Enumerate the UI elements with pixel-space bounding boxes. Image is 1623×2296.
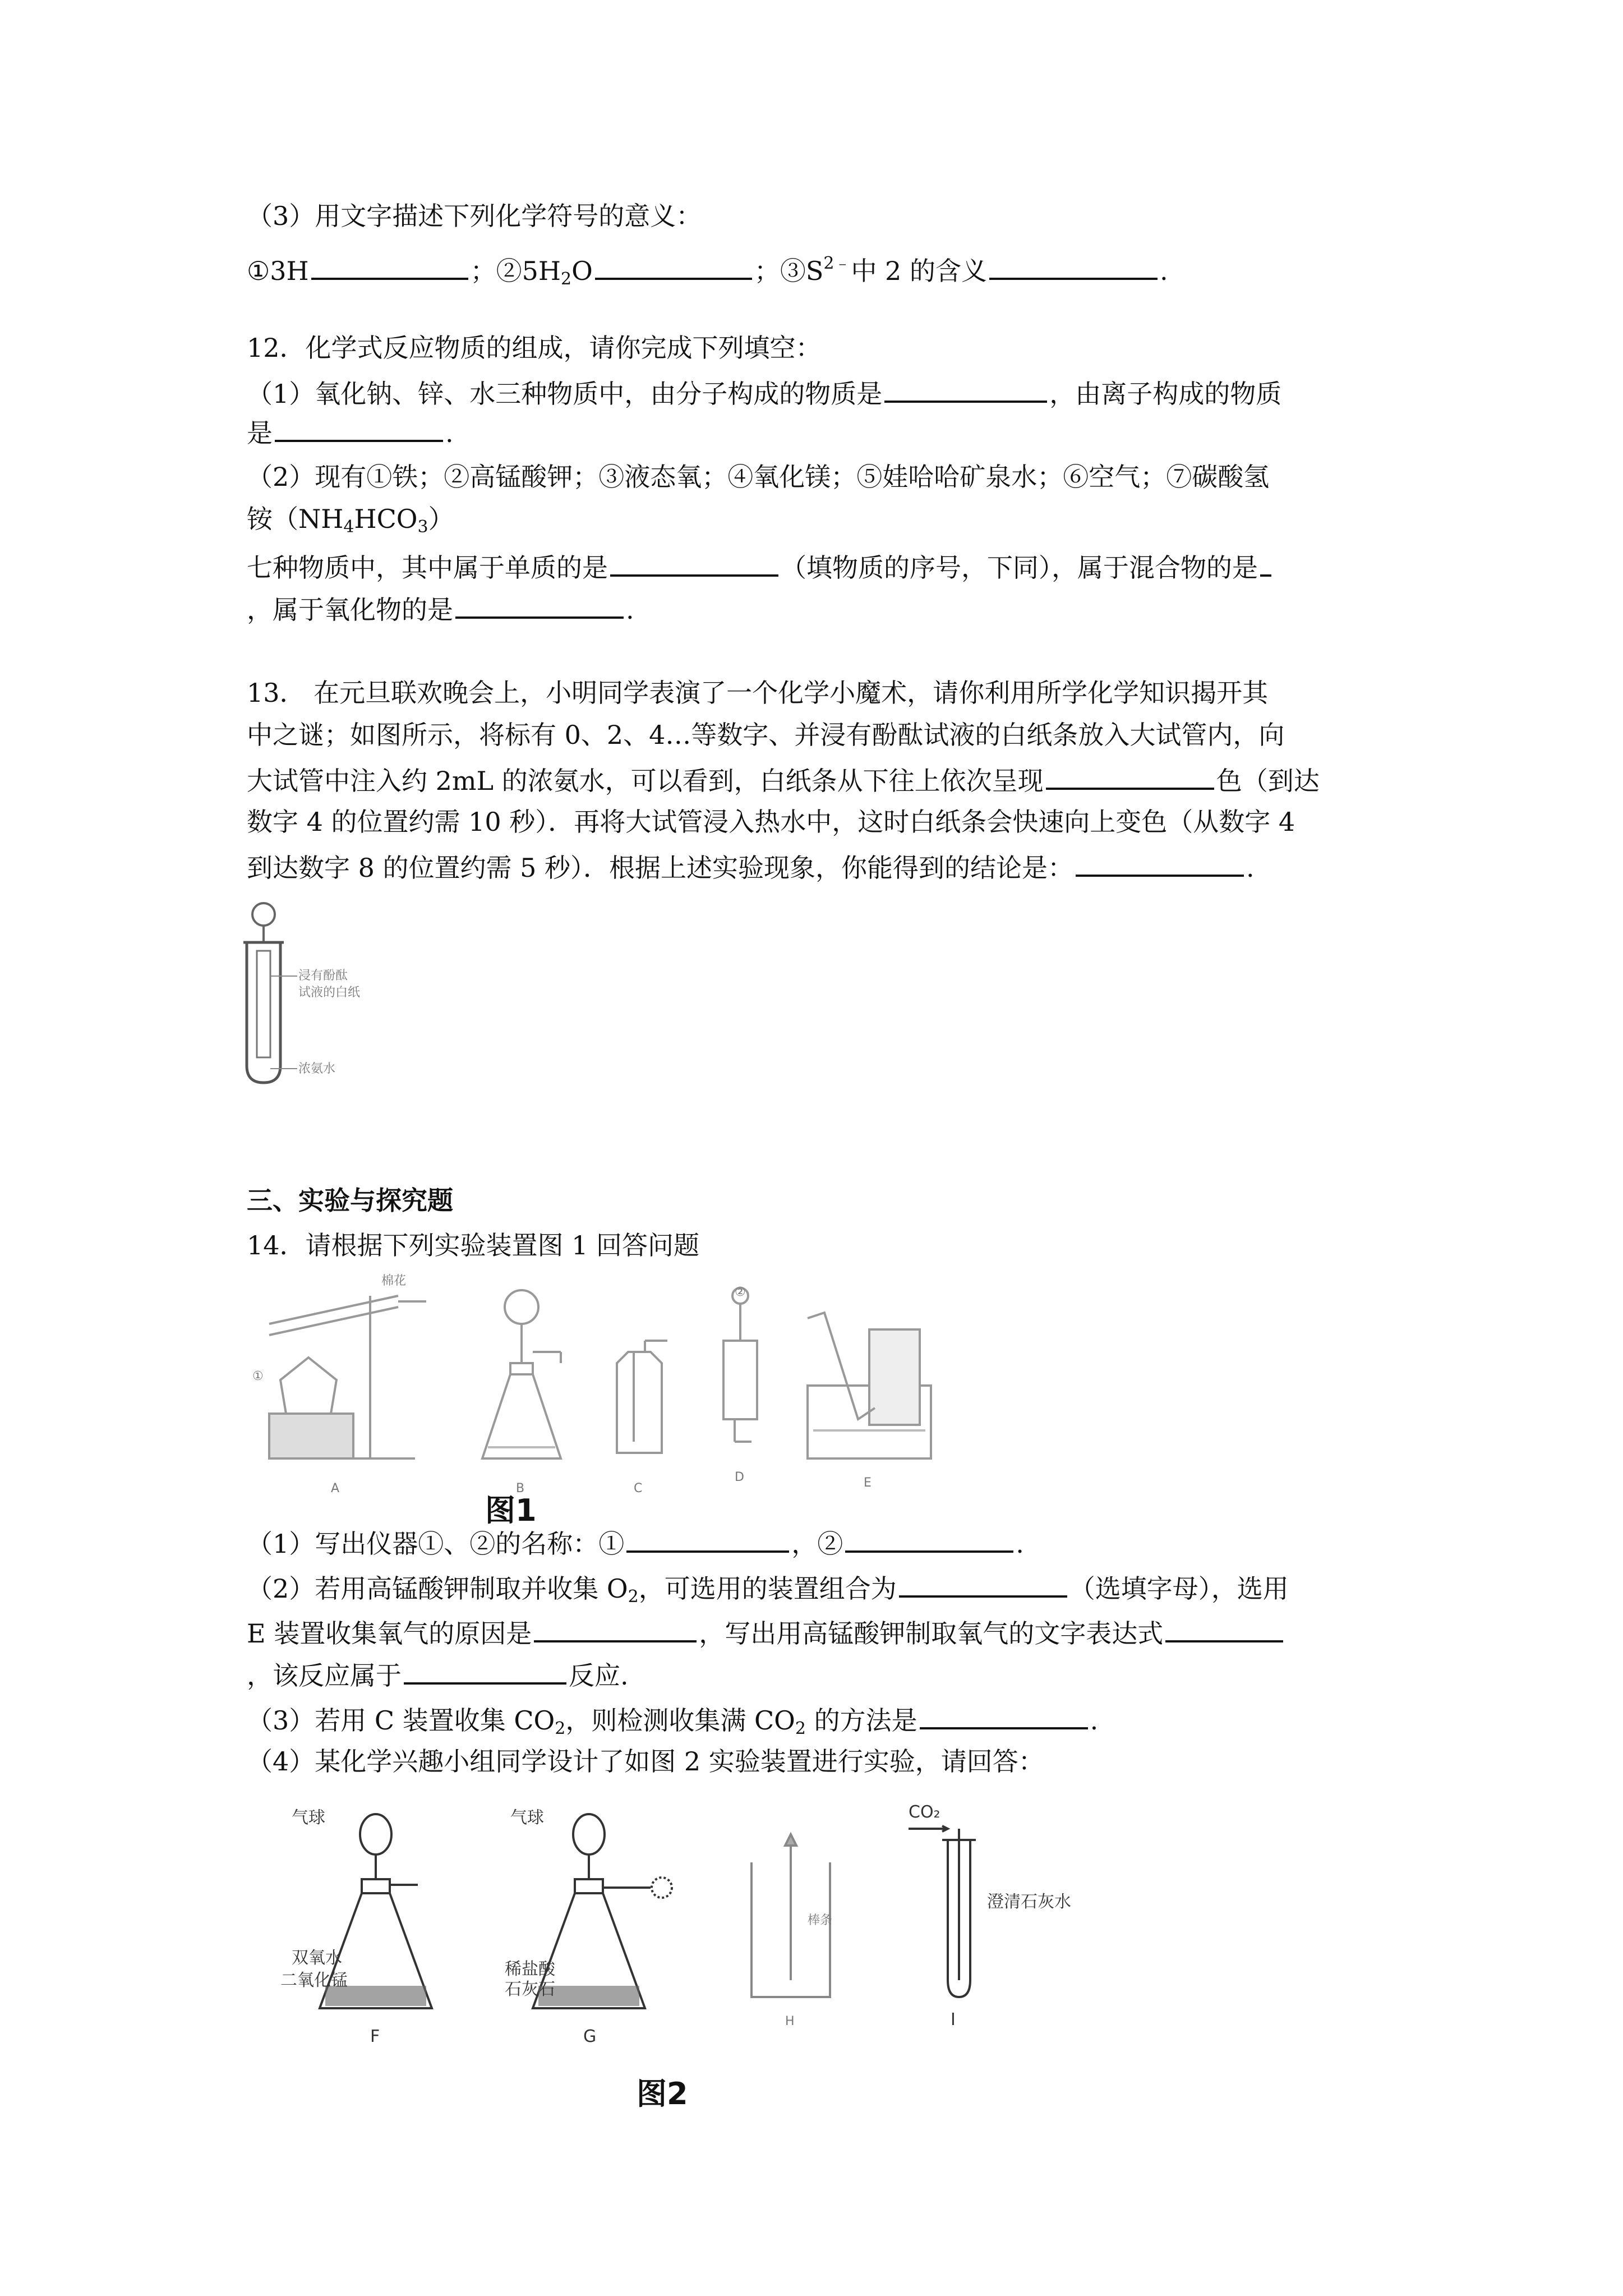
answer-blank[interactable] xyxy=(455,592,624,619)
letter-e: E xyxy=(864,1476,872,1490)
label-h2o2: 双氧水 xyxy=(292,1948,342,1968)
label-stick: 棒条 xyxy=(808,1913,833,1927)
q14-part1: （1）写出仪器①、②的名称：① ，② . xyxy=(247,1526,1024,1561)
figure-1-apparatus xyxy=(247,1273,1043,1498)
answer-blank[interactable] xyxy=(899,1571,1067,1598)
letter-c: C xyxy=(634,1481,643,1496)
label-limewater: 澄清石灰水 xyxy=(987,1892,1071,1912)
fig-label-ammonia: 浓氨水 xyxy=(298,1062,336,1076)
answer-blank[interactable] xyxy=(534,1616,697,1642)
letter-b: B xyxy=(516,1481,525,1496)
figure-2-caption: 图2 xyxy=(637,2076,688,2111)
label-mno2: 二氧化锰 xyxy=(280,1971,348,1990)
fig-label-paper: 浸有酚酞 xyxy=(298,969,348,983)
answer-blank[interactable] xyxy=(311,253,468,280)
figure-1-caption: 图1 xyxy=(485,1493,537,1528)
fig-label-paper2: 试液的白纸 xyxy=(298,986,361,1000)
q12-part2-line1: （2）现有①铁；②高锰酸钾；③液态氧；④氧化镁；⑤娃哈哈矿泉水；⑥空气；⑦碳酸氢 xyxy=(247,462,1270,492)
q13-line2: 中之谜；如图所示，将标有 0、2、4…等数字、并浸有酚酞试液的白纸条放入大试管内，向 xyxy=(247,720,1285,750)
mark-1: ① xyxy=(252,1369,264,1383)
apparatus-b xyxy=(482,1290,561,1458)
apparatus-e xyxy=(808,1313,931,1458)
q12-part2-line3: 七种物质中，其中属于单质的是 （填物质的序号，下同），属于混合物的是 xyxy=(247,550,1274,585)
answer-blank[interactable] xyxy=(275,415,443,442)
q14-part2-line2: E 装置收集氧气的原因是 ，写出用高锰酸钾制取氧气的文字表达式 xyxy=(247,1616,1285,1650)
q12-part2-line4: ，属于氧化物的是 . xyxy=(247,592,634,627)
apparatus-d xyxy=(723,1288,757,1442)
q14-title: 14．请根据下列实验装置图 1 回答问题 xyxy=(247,1230,700,1260)
q13-line5: 到达数字 8 的位置约需 5 秒）．根据上述实验现象，你能得到的结论是： . xyxy=(247,850,1255,885)
answer-blank[interactable] xyxy=(595,253,752,280)
label-hcl: 稀盐酸 xyxy=(505,1959,555,1979)
label-limestone: 石灰石 xyxy=(505,1980,555,1999)
answer-blank[interactable] xyxy=(404,1658,566,1685)
co2-label: CO₂ xyxy=(909,1802,940,1822)
cotton-label: 棉花 xyxy=(381,1274,407,1288)
answer-blank[interactable] xyxy=(1260,550,1271,577)
answer-blank[interactable] xyxy=(626,1526,789,1553)
q12-part2-line2: 铵$(NH_4HCO_3)$ xyxy=(247,504,454,537)
q14-part3: （3）若用 C 装置收集 $CO_2$，则检测收集满 $CO_2$ 的方法是 . xyxy=(247,1703,1098,1746)
apparatus-a xyxy=(269,1296,426,1458)
q14-part2-line1: （2）若用高锰酸钾制取并收集 $O_2$，可选用的装置组合为 （选填字母），选用 xyxy=(247,1571,1289,1614)
section-heading: 三、实验与探究题 xyxy=(247,1185,453,1216)
q13-test-tube-figure xyxy=(236,898,404,1088)
balloon-label-f: 气球 xyxy=(292,1808,325,1828)
figure-2-apparatus xyxy=(247,1795,1122,2064)
letter-f: F xyxy=(370,2027,380,2046)
q14-part4: （4）某化学兴趣小组同学设计了如图 2 实验装置进行实验，请回答： xyxy=(247,1746,1044,1777)
answer-blank[interactable] xyxy=(920,1703,1088,1729)
apparatus-c xyxy=(617,1341,667,1453)
letter-i: I xyxy=(951,2010,956,2030)
q11-part3-answers: ①3H ；$②5H_2O$ ；$③S^{2﹣}$中 2 的含义 . xyxy=(247,254,1168,289)
answer-blank[interactable] xyxy=(610,550,778,577)
letter-g: G xyxy=(583,2027,597,2046)
q14-part2-line3: ，该反应属于 反应. xyxy=(247,1658,629,1692)
q13-line1: 13． 在元旦联欢晚会上，小明同学表演了一个化学小魔术，请你利用所学化学知识揭开其 xyxy=(247,678,1269,708)
answer-blank[interactable] xyxy=(884,376,1047,403)
answer-blank[interactable] xyxy=(1076,850,1244,877)
q13-line4: 数字 4 的位置约需 10 秒）．再将大试管浸入热水中，这时白纸条会快速向上变色（从数字 4 xyxy=(247,807,1295,837)
q12-title: 12．化学式反应物质的组成，请你完成下列填空： xyxy=(247,333,822,363)
letter-a: A xyxy=(331,1481,340,1496)
answer-blank[interactable] xyxy=(1046,763,1214,790)
letter-d: D xyxy=(735,1470,744,1484)
q11-part3-title: （3）用文字描述下列化学符号的意义： xyxy=(247,201,702,231)
apparatus-i xyxy=(909,1826,976,1997)
answer-blank[interactable] xyxy=(1165,1616,1283,1642)
q12-part1-line1: （1）氧化钠、锌、水三种物质中，由分子构成的物质是 ，由离子构成的物质 xyxy=(247,376,1281,411)
letter-h: H xyxy=(785,2014,795,2028)
answer-blank[interactable] xyxy=(989,253,1158,280)
mark-2: ② xyxy=(735,1285,746,1299)
balloon-label-g: 气球 xyxy=(510,1808,544,1828)
q12-part1-line2: 是 . xyxy=(247,415,454,450)
q13-line3: 大试管中注入约 2mL 的浓氨水，可以看到，白纸条从下往上依次呈现 色（到达 xyxy=(247,763,1320,798)
answer-blank[interactable] xyxy=(845,1526,1013,1553)
